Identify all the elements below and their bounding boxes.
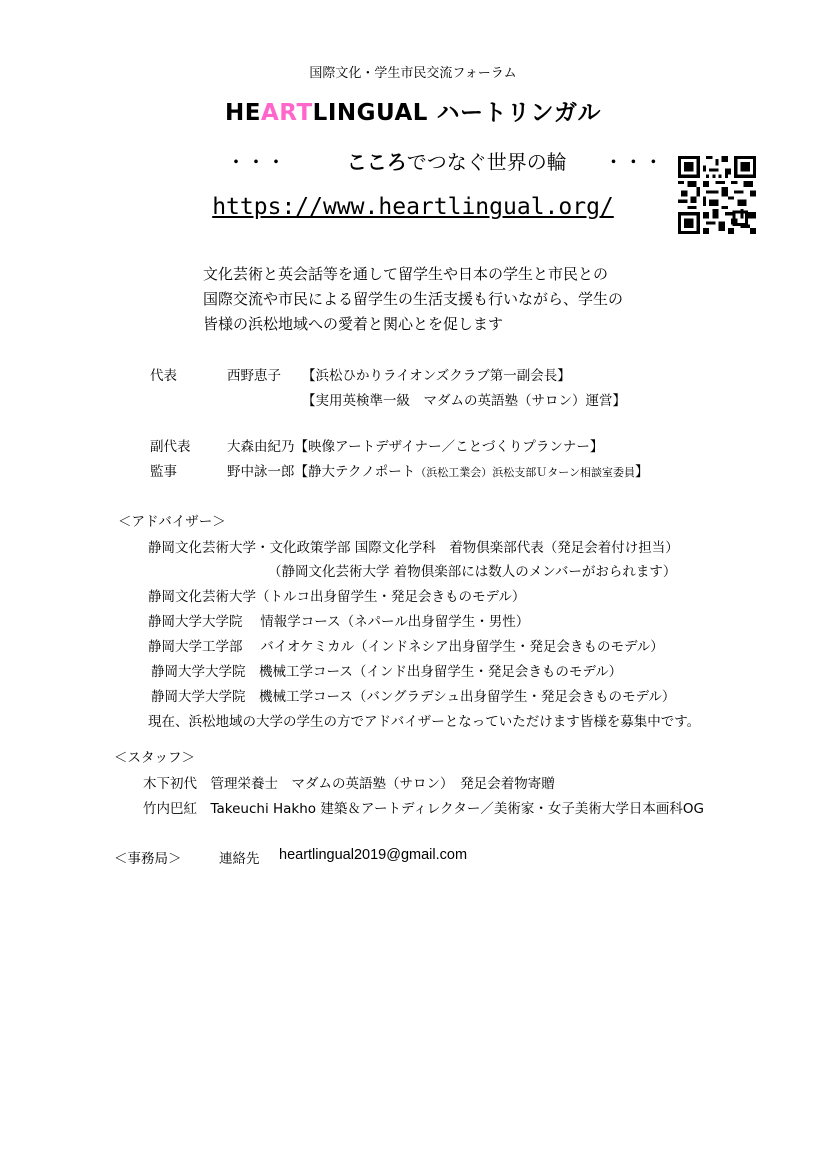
advisor-line: 静岡大学大学院 情報学コース（ネパール出身留学生・男性） bbox=[148, 614, 530, 630]
brand-kana: ハートリンガル bbox=[427, 100, 601, 126]
contact-email[interactable]: heartlingual2019@gmail.com bbox=[279, 847, 468, 863]
tagline bbox=[226, 146, 663, 175]
rep-role-1: 【浜松ひかりライオンズクラブ第一副会長】 bbox=[302, 368, 571, 384]
tagline-dots-left: ・・・ bbox=[226, 150, 286, 174]
rep-role-2: 【実用英検準一級 マダムの英語塾（サロン）運営】 bbox=[302, 393, 626, 409]
qr-code-icon[interactable] bbox=[678, 156, 756, 234]
advisor-line: 静岡文化芸術大学（トルコ出身留学生・発足会きものモデル） bbox=[148, 589, 526, 605]
intro-text bbox=[203, 262, 623, 337]
advisor-line: 静岡大学大学院 機械工学コース（インド出身留学生・発足会きものモデル） bbox=[151, 664, 623, 680]
intro-line: 皆様の浜松地域への愛着と関心とを促します bbox=[203, 315, 504, 333]
tagline-rest: でつなぐ世界の輪 bbox=[406, 150, 567, 174]
brand-lingual: LINGUAL bbox=[312, 100, 428, 126]
contact-label: 連絡先 bbox=[219, 851, 260, 867]
staff-line: 木下初代 管理栄養士 マダムの英語塾（サロン） 発足会着物寄贈 bbox=[143, 776, 555, 792]
tagline-kokoro: こころ bbox=[346, 150, 407, 174]
advisor-line: 静岡大学大学院 機械工学コース（バングラデシュ出身留学生・発足会きものモデル） bbox=[151, 689, 676, 705]
rep-label: 代表 bbox=[150, 368, 177, 384]
advisor-recruit-line: 現在、浜松地域の大学の学生の方でアドバイザーとなっていただけます皆様を募集中です。 bbox=[148, 714, 701, 730]
vice-label: 副代表 bbox=[150, 439, 191, 455]
advisor-line: 静岡文化芸術大学・文化政策学部 国際文化学科 着物倶楽部代表（発足会着付け担当） bbox=[148, 540, 679, 556]
auditor-detail: （浜松工業会）浜松支部Ｕターン相談室委員 bbox=[415, 466, 635, 479]
rep-name: 西野恵子 bbox=[227, 368, 281, 384]
intro-line: 国際交流や市民による留学生の生活支援も行いながら、学生の bbox=[203, 290, 624, 308]
staff-line: 竹内巴紅 Takeuchi Hakho 建築＆アートディレクター／美術家・女子美術大学日本画科OG bbox=[143, 801, 704, 817]
forum-subtitle: 国際文化・学生市民交流フォーラム bbox=[309, 66, 517, 81]
website-link[interactable]: https://www.heartlingual.org/ bbox=[212, 194, 614, 220]
auditor-main: 野中詠一郎【静大テクノポート bbox=[227, 464, 416, 480]
auditor-close: 】 bbox=[634, 464, 649, 480]
vice-text: 大森由紀乃【映像アートデザイナー／ことづくりプランナー】 bbox=[227, 439, 604, 455]
advisors-heading: ＜アドバイザー＞ bbox=[118, 514, 226, 530]
brand-he: HE bbox=[225, 100, 261, 126]
auditor-label: 監事 bbox=[150, 464, 177, 480]
intro-line: 文化芸術と英会話等を通して留学生や日本の学生と市民との bbox=[203, 265, 609, 283]
advisor-line: 静岡大学工学部 バイオケミカル（インドネシア出身留学生・発足会きものモデル） bbox=[148, 639, 664, 655]
staff-heading: ＜スタッフ＞ bbox=[114, 750, 195, 766]
office-heading: ＜事務局＞ bbox=[114, 851, 182, 867]
brand-title bbox=[0, 94, 826, 127]
brand-art: ART bbox=[261, 100, 313, 126]
auditor-text bbox=[227, 460, 648, 480]
tagline-dots-right: ・・・ bbox=[603, 150, 664, 174]
advisor-line: （静岡文化芸術大学 着物倶楽部には数人のメンバーがおられます） bbox=[268, 564, 677, 580]
